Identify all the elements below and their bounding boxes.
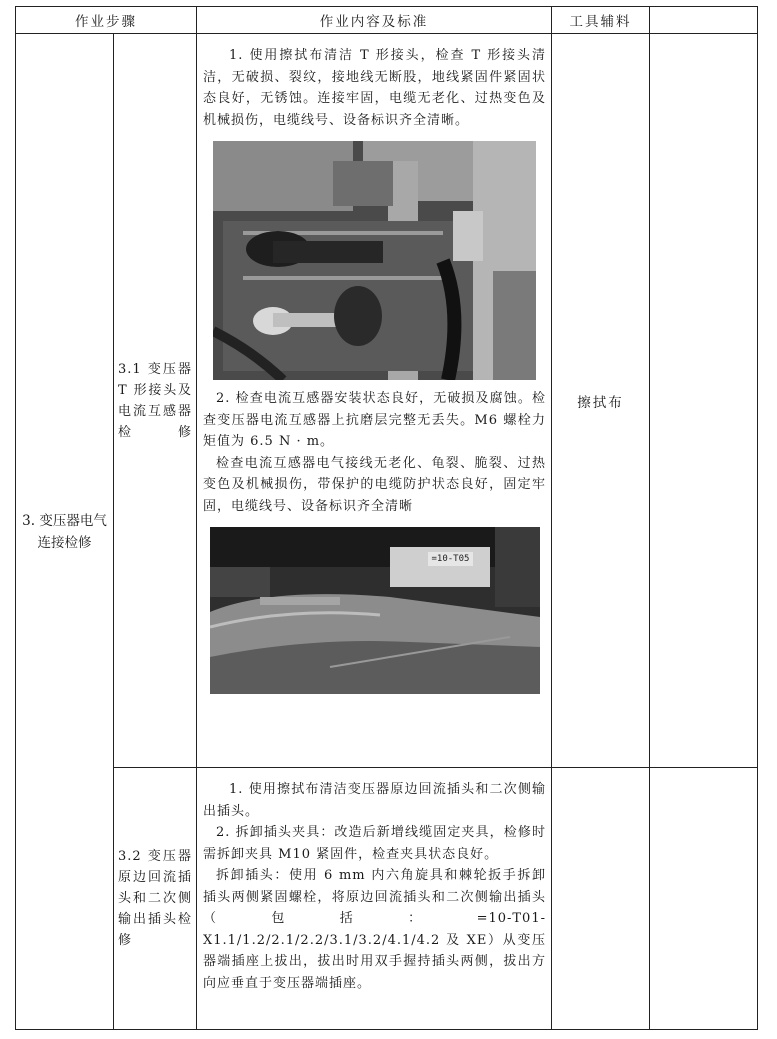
photo-label-tag: =10-T05: [428, 552, 474, 566]
tool-3-1-cell: [552, 34, 650, 768]
content-3-2: [197, 768, 552, 1030]
content-3-1-para2: 2. 检查电流互感器安装状态良好，无破损及腐蚀。检查变压器电流互感器上抗磨层完整无丢失。M6 螺栓力矩值为 6.5 N · m。: [203, 391, 546, 449]
blank-3-1: [650, 34, 758, 768]
header-content: 作业内容及标准: [197, 7, 552, 34]
header-blank: [650, 7, 758, 34]
step-3-cell: [16, 34, 114, 1030]
row-3-1: [16, 34, 758, 768]
procedure-table: [15, 6, 758, 1030]
step-3-title: 3. 变压器电气连接检修: [22, 512, 107, 551]
photo-current-transformer: [210, 527, 540, 694]
photo-t-joint: [213, 141, 536, 380]
substep-3-1-title: 3.1 变压器 T 形接头及电流互感器检修: [118, 361, 192, 440]
tool-3-1: 擦拭布: [577, 394, 624, 411]
header-tools: 工具辅料: [552, 7, 650, 34]
tool-3-2-cell: [552, 768, 650, 1030]
photo-t-joint-image: [213, 141, 536, 380]
photo-current-transformer-image: [210, 527, 540, 694]
substep-3-2-cell: [114, 768, 197, 1030]
header-row: [16, 7, 758, 34]
content-3-2-para3: 拆卸插头：使用 6 mm 内六角旋具和棘轮扳手拆卸插头两侧紧固螺栓，将原边回流插头和二次侧输出插头（包括：=10-T01-X1.1/1.2/2.1/2.2/3.1/3.2/4.1/4.2 及 XE）从变压器端插座上拔出，拔出时用双手握持插头两侧，拔出方向应垂直于变压器端插座。: [203, 868, 546, 991]
content-3-1: [197, 34, 552, 768]
row-3-2: [16, 768, 758, 1030]
substep-3-2-title: 3.2 变压器原边回流插头和二次侧输出插头检修: [118, 849, 192, 948]
substep-3-1-cell: [114, 34, 197, 768]
content-3-1-para1: 1. 使用擦拭布清洁 T 形接头，检查 T 形接头清洁，无破损、裂纹，接地线无断股，地线紧固件紧固状态良好，无锈蚀。连接牢固，电缆无老化、过热变色及机械损伤，电缆线号、设备标识齐全清晰。: [203, 48, 546, 128]
blank-3-2: [650, 768, 758, 1030]
content-3-2-para1: 1. 使用擦拭布清洁变压器原边回流插头和二次侧输出插头。: [203, 782, 546, 819]
content-3-1-para3: 检查电流互感器电气接线无老化、龟裂、脆裂、过热变色及机械损伤，带保护的电缆防护状态良好，固定牢固，电缆线号、设备标识齐全清晰: [203, 455, 546, 514]
content-3-2-para2: 2. 拆卸插头夹具：改造后新增线缆固定夹具，检修时需拆卸夹具 M10 紧固件，检查夹具状态良好。: [203, 825, 546, 862]
header-step: 作业步骤: [16, 7, 197, 34]
